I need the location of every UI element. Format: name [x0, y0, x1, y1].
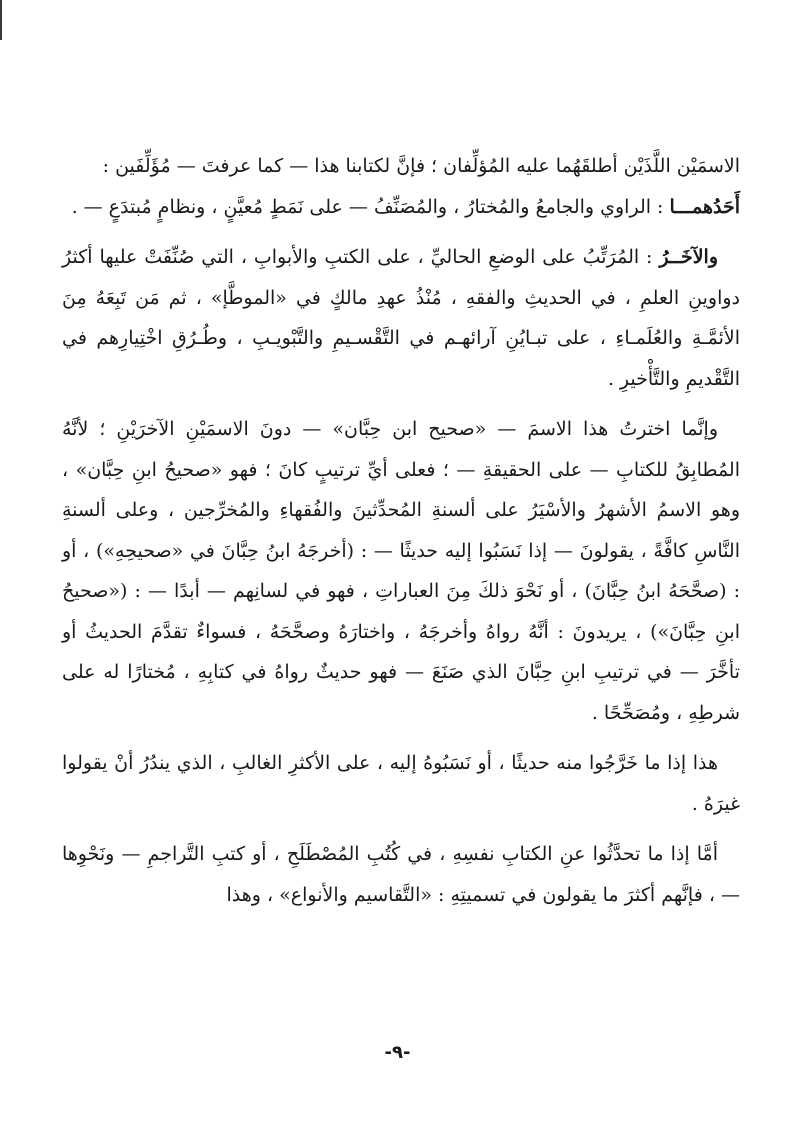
paragraph-5 [62, 743, 740, 824]
page-body [62, 146, 740, 915]
page-edge-line [0, 0, 2, 40]
paragraph-1 [62, 146, 740, 187]
paragraph-6-text: أمَّا إذا ما تحدَّثُوا عنِ الكتابِ نفسِهِ ، في كُتُبِ المُصْطَلَحِ ، أو كتبِ التَّراجمِ — ونَحْوِها — ، فإنَّهم أكثرَ ما يقولون في تسميتِهِ : «التَّقاسيم والأنواع» ، وهذا [62, 843, 740, 906]
paragraph-4 [62, 409, 740, 733]
paragraph-4-text: وإنَّما اخترتُ هذا الاسمَ — «صحيح ابن حِبَّان» — دونَ الاسمَيْنِ الآخرَيْنِ ؛ لأنَّهُ المُطابِقُ للكتابِ — على الحقيقةِ — ؛ فعلى أيِّ ترتيبٍ كانَ ؛ فهو «صحيحُ ابنِ حِبَّان» ، وهو الاسمُ الأشهرُ والأسْيَرُ على ألسنةِ المُحدِّثينَ والفُقهاءِ والمُخرِّجين ، وعلى ألسنةِ النَّاسِ كافَّةً ، يقولونَ — إذا نَسَبُوا إليه حديثًا — : (أخرجَهُ ابنُ حِبَّانَ في «صحيحِهِ») ، أو : (صحَّحَهُ ابنُ حِبَّانَ) ، أو نَحْوَ ذلكَ مِنَ العباراتِ ، فهو في لسانِهم — أبدًا — : («صحيحُ ابنِ حِبَّانَ») ، يريدونَ : أنَّهُ رواهُ وأخرجَهُ ، واختارَهُ وصحَّحَهُ ، فسواءٌ تقدَّمَ الحديثُ أو تأخَّرَ — في ترتيبِ ابنِ حِبَّانَ الذي صَنَعَ — فهو حديثٌ رواهُ في كتابِهِ ، مُختارًا له على شرطِهِ ، ومُصَحِّحًا . [62, 418, 740, 724]
paragraph-6 [62, 834, 740, 915]
paragraph-5-text: هذا إذا ما خَرَّجُوا منه حديثًا ، أو نَسَبُوهُ إليه ، على الأكثرِ الغالبِ ، الذي يندُرُ أنْ يقولوا غيرَهُ . [62, 752, 740, 815]
paragraph-2-lead: أَحَدُهمـــا [669, 195, 740, 218]
paragraph-3-lead: والآخَــرُ [659, 246, 718, 268]
paragraph-3 [62, 237, 740, 399]
paragraph-1-text: الاسمَيْن اللَّذَيْن أطلقَهُما عليه المُؤلِّفان ؛ فإنَّ لكتابنا هذا — كما عرفتَ — مُؤَلِّفَين : [102, 155, 740, 177]
paragraph-2-text: : الراوي والجامعُ والمُختارُ ، والمُصَنِّفُ — على نَمَطٍ مُعيَّنٍ ، ونظامٍ مُبتدَعٍ — . [71, 195, 670, 218]
paragraph-3-text: : المُرَتِّبُ على الوضعِ الحاليِّ ، على الكتبِ والأبوابِ ، التي صُنِّفَتْ عليها أكثرُ دواوينِ العلمِ ، في الحديثِ والفقهِ ، مُنْذُ عهدِ مالكٍ في «الموطَّإ» ، ثم مَن تَبِعَهُ مِنَ الأئمَّـةِ والعُلَمـاءِ ، على تبـايُنِ آرائهـم في التَّقْسـيمِ والتَّبْويـبِ ، وطُـرُقِ اخْتِيارِهم في التَّقْديمِ والتَّأْخيرِ . [62, 246, 740, 390]
paragraph-2 [62, 187, 740, 228]
page-number: -٩- [384, 1042, 411, 1063]
